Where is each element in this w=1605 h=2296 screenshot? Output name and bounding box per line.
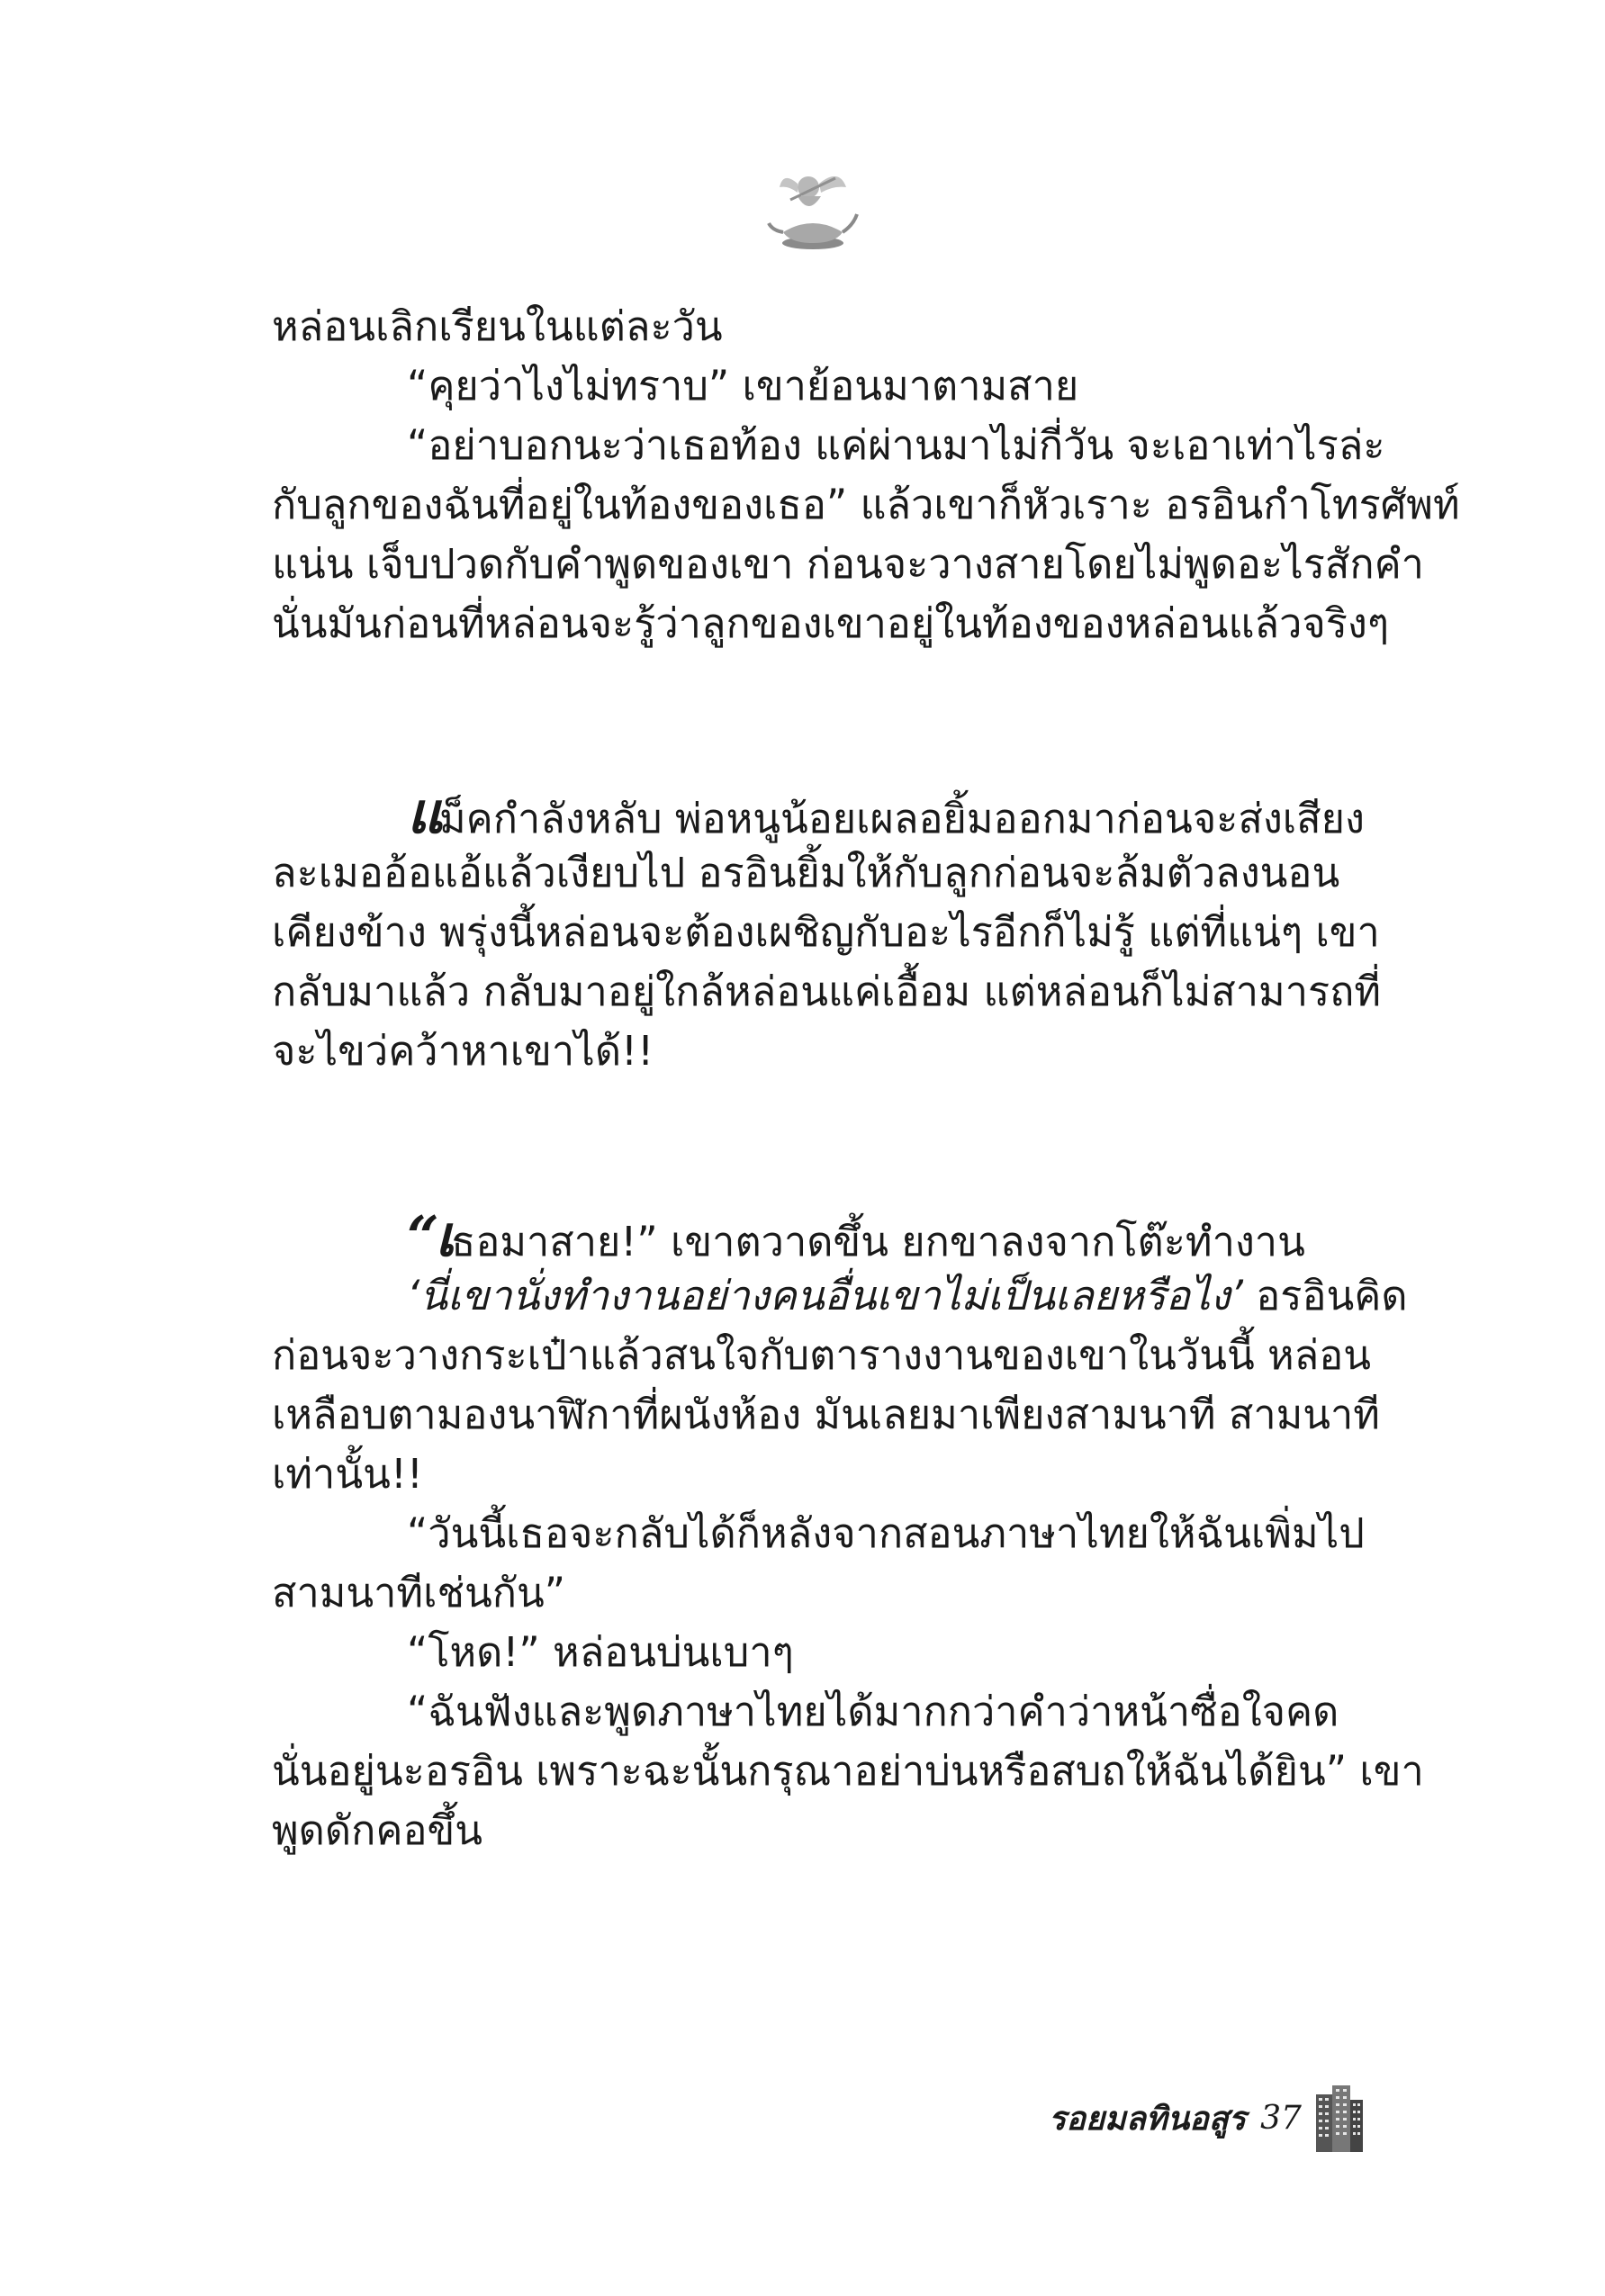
building-icon — [1312, 2082, 1366, 2154]
section-gap — [272, 653, 1352, 784]
text-line: นั่นมันก่อนที่หล่อนจะรู้ว่าลูกของเขาอยู่ในท้องของหล่อนแล้วจริงๆ — [272, 599, 1390, 647]
text-line: “วันนี้เธอจะกลับได้ก็หลังจากสอนภาษาไทยให้ฉันเพิ่มไป — [407, 1509, 1365, 1557]
page-number: 37 — [1260, 2099, 1302, 2137]
text-line: กับลูกของฉันที่อยู่ในท้องของเธอ” แล้วเขาก็หัวเราะ อรอินกำโทรศัพท์ — [272, 481, 1460, 528]
text-line: จะไขว่คว้าหาเขาได้!! — [272, 1027, 654, 1075]
text-line — [272, 1266, 1408, 1326]
text-line: แน่น เจ็บปวดกับคำพูดของเขา ก่อนจะวางสายโดยไม่พูดอะไรสักคำ — [272, 540, 1424, 588]
text-span: ธอมาสาย!” เขาตวาดขึ้น ยกขาลงจากโต๊ะทำงาน — [450, 1218, 1305, 1265]
text-line: กลับมาแล้ว กลับมาอยู่ใกล้หล่อนแค่เอื้อม แต่หล่อนก็ไม่สามารถที่ — [272, 968, 1382, 1015]
text-line: “คุยว่าไงไม่ทราบ” เขาย้อนมาตามสาย — [407, 362, 1079, 410]
cupid-lamp-ornament-icon — [763, 160, 862, 259]
text-line: เท่านั้น!! — [272, 1450, 423, 1498]
text-line — [272, 780, 1365, 846]
drop-cap: แ — [407, 780, 439, 846]
text-line: นั่นอยู่นะอรอิน เพราะฉะนั้นกรุณาอย่าบ่นหรือสบถให้ฉันได้ยิน” เขา — [272, 1747, 1424, 1795]
text-line: ละเมออ้อแอ้แล้วเงียบไป อรอินยิ้มให้กับลูกก่อนจะล้มตัวลงนอน — [272, 849, 1340, 896]
page-footer — [1049, 2086, 1366, 2149]
text-line: สามนาทีเช่นกัน” — [272, 1569, 566, 1616]
text-line: “โหด!” หล่อนบ่นเบาๆ — [407, 1628, 794, 1676]
text-line: เหลือบตามองนาฬิกาที่ผนังห้อง มันเลยมาเพียงสามนาที สามนาที — [272, 1391, 1380, 1438]
section-gap — [272, 1081, 1352, 1207]
text-line: หล่อนเลิกเรียนในแต่ละวัน — [272, 302, 723, 350]
text-span: อรอินคิด — [1242, 1272, 1408, 1319]
text-line: พูดดักคอขึ้น — [272, 1806, 483, 1854]
drop-cap: “เ — [407, 1203, 451, 1269]
page-text — [272, 297, 1460, 1860]
text-line: เคียงข้าง พรุ่งนี้หล่อนจะต้องเผชิญกับอะไรอีกก็ไม่รู้ แต่ที่แน่ๆ เขา — [272, 908, 1380, 956]
italic-thought: ‘นี่เขานั่งทำงานอย่างคนอื่นเขาไม่เป็นเลยหรือไง’ — [407, 1272, 1243, 1319]
text-line: ก่อนจะวางกระเป๋าแล้วสนใจกับตารางงานของเขาในวันนี้ หล่อน — [272, 1331, 1372, 1379]
text-line: “ฉันฟังและพูดภาษาไทยได้มากกว่าคำว่าหน้าซื่อใจคด — [407, 1688, 1339, 1735]
text-span: ม็คกำลังหลับ พ่อหนูน้อยเผลอยิ้มออกมาก่อนจะส่งเสียง — [438, 795, 1365, 842]
book-title: รอยมลทินอสูร — [1049, 2099, 1247, 2138]
text-line: “อย่าบอกนะว่าเธอท้อง แค่ผ่านมาไม่กี่วัน จะเอาเท่าไรล่ะ — [407, 421, 1385, 469]
text-line — [272, 1203, 1352, 1269]
